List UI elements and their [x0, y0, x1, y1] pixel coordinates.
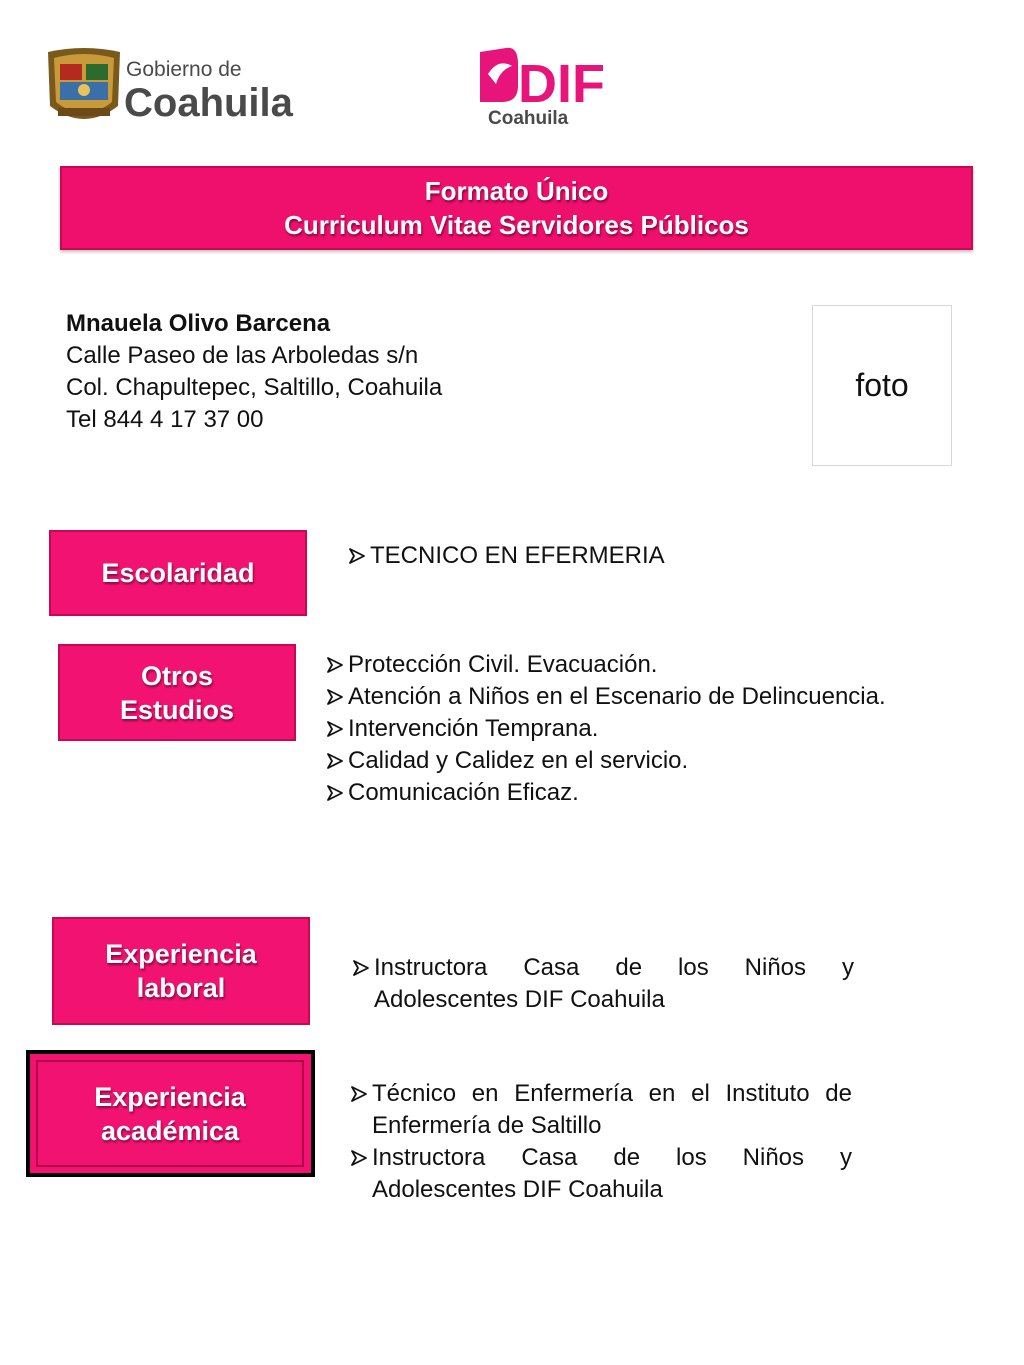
person-address-line-2: Col. Chapultepec, Saltillo, Coahuila — [66, 374, 443, 401]
experiencia-academica-label-line-2: académica — [100, 1115, 240, 1146]
list-item: Intervención Temprana. — [326, 713, 936, 745]
list-item: TECNICO EN EFERMERIA — [348, 540, 908, 572]
experiencia-laboral-label-line-1: Experiencia — [105, 939, 257, 969]
experiencia-academica-label-line-1: Experiencia — [94, 1081, 246, 1112]
arrow-bullet-icon — [326, 745, 348, 769]
arrow-bullet-icon — [326, 649, 348, 673]
arrow-bullet-icon — [326, 777, 348, 801]
person-phone: Tel 844 4 17 37 00 — [66, 406, 264, 433]
arrow-bullet-icon — [350, 1142, 372, 1166]
experiencia-laboral-label-box — [52, 917, 310, 1025]
dif-logo-icon — [478, 44, 605, 130]
title-line-1: Formato Único — [424, 176, 609, 206]
title-line-2: Curriculum Vitae Servidores Públicos — [284, 210, 749, 240]
arrow-bullet-icon — [326, 681, 348, 705]
otros-estudios-label-box — [58, 644, 296, 741]
coat-of-arms-icon — [44, 46, 304, 128]
arrow-bullet-icon — [348, 540, 370, 564]
experiencia-academica-list — [350, 1078, 852, 1206]
otros-estudios-label-line-1: Otros — [140, 660, 213, 691]
experiencia-academica-label-box — [36, 1060, 304, 1167]
experiencia-laboral-label-line-2: laboral — [136, 973, 226, 1003]
coahuila-text: Coahuila — [124, 81, 293, 125]
list-item: Técnico en Enfermería en el Instituto de Enfermería de Saltillo — [350, 1078, 852, 1142]
dif-coahuila-text: Coahuila — [488, 108, 569, 129]
list-item: Instructora Casa de los Niños y Adolescentes DIF Coahuila — [352, 952, 854, 1016]
list-item: Atención a Niños en el Escenario de Delincuencia. — [326, 681, 936, 713]
otros-estudios-list — [326, 649, 936, 809]
arrow-bullet-icon — [350, 1078, 372, 1102]
escolaridad-label: Escolaridad — [101, 558, 255, 588]
person-name: Mnauela Olivo Barcena — [66, 310, 331, 337]
list-item: Calidad y Calidez en el servicio. — [326, 745, 936, 777]
person-address-line-1: Calle Paseo de las Arboledas s/n — [66, 342, 419, 369]
arrow-bullet-icon — [352, 952, 374, 976]
photo-placeholder — [812, 305, 952, 466]
dif-text: DIF — [518, 54, 605, 114]
list-item: Instructora Casa de los Niños y Adolescentes DIF Coahuila — [350, 1142, 852, 1206]
title-banner — [60, 166, 973, 250]
escolaridad-list — [348, 540, 908, 572]
gobierno-de-text: Gobierno de — [126, 58, 242, 81]
arrow-bullet-icon — [326, 713, 348, 737]
gobierno-coahuila-logo — [44, 46, 304, 128]
photo-label: foto — [855, 367, 909, 403]
personal-info — [66, 308, 442, 436]
otros-estudios-label-line-2: Estudios — [119, 694, 234, 725]
experiencia-laboral-list — [352, 952, 854, 1016]
list-item: Protección Civil. Evacuación. — [326, 649, 936, 681]
dif-coahuila-logo — [478, 44, 605, 130]
list-item: Comunicación Eficaz. — [326, 777, 936, 809]
escolaridad-label-box — [49, 530, 307, 616]
